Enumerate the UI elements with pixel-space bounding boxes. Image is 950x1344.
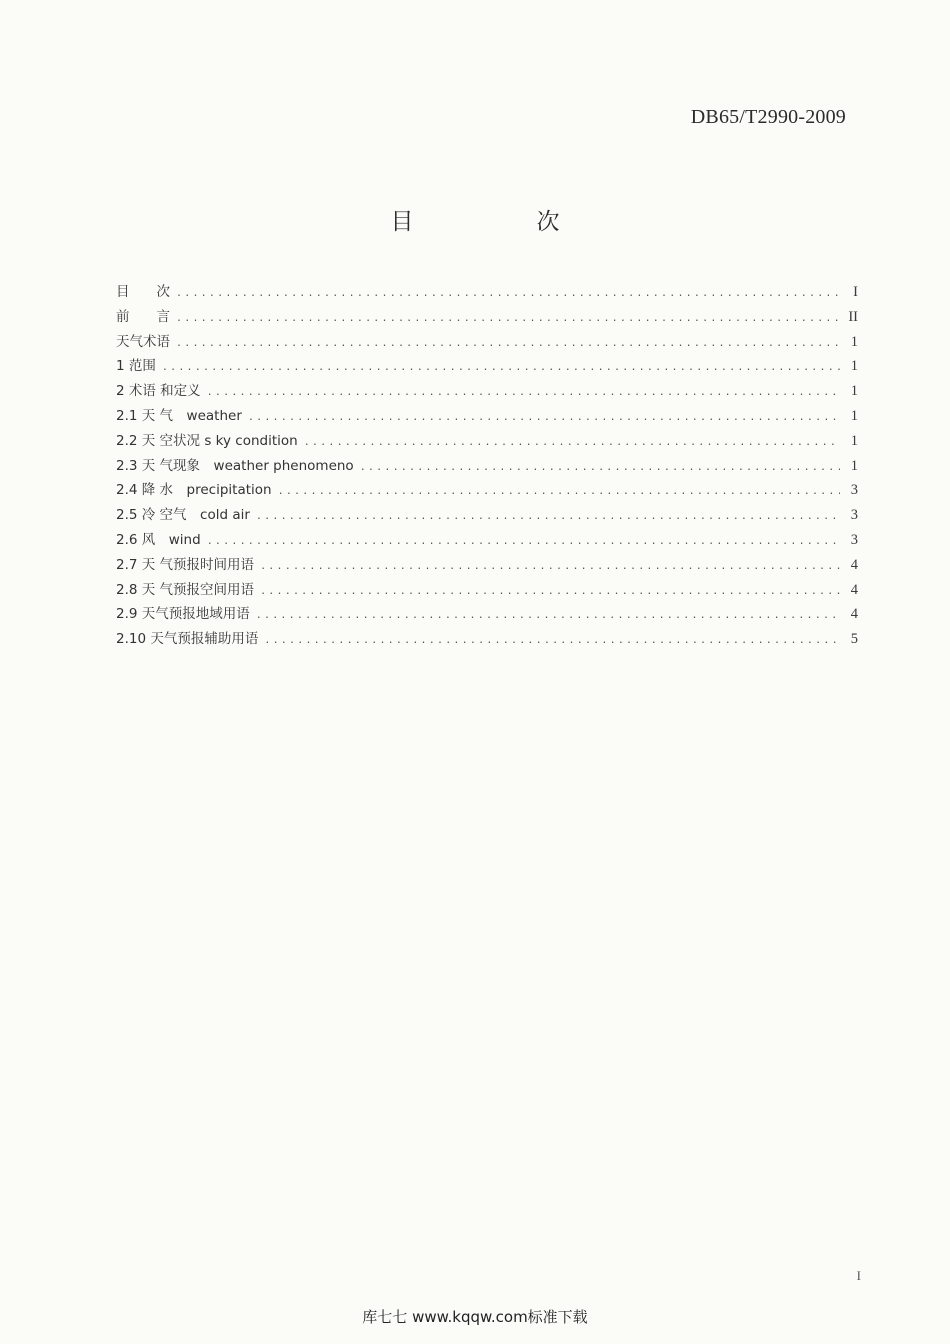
toc-entry-label: 2 术语 和定义 xyxy=(116,383,201,400)
toc-dot-leader xyxy=(207,532,840,552)
toc-entry-page: 5 xyxy=(850,631,858,648)
toc-entry-page: 3 xyxy=(850,531,858,548)
toc-entry-page: II xyxy=(848,308,858,325)
toc-dot-leader xyxy=(162,358,840,378)
toc-entry-wind[interactable] xyxy=(116,530,858,555)
toc-entry-precipitation[interactable] xyxy=(116,480,858,505)
toc-dot-leader xyxy=(176,309,840,329)
toc-dot-leader xyxy=(248,408,840,428)
toc-entry-forecast-region-terms[interactable] xyxy=(116,604,858,629)
toc-entry-weather-phenomeno[interactable] xyxy=(116,456,858,481)
footer-watermark: 库七七 www.kqqw.com标准下载 xyxy=(362,1308,588,1326)
toc-entry-forecast-auxiliary-terms[interactable] xyxy=(116,629,858,654)
toc-dot-leader xyxy=(304,433,840,453)
toc-entry-page: 4 xyxy=(850,606,858,623)
toc-entry-label: 天气术语 xyxy=(116,333,170,350)
toc-dot-leader xyxy=(260,557,840,577)
toc-entry-label: 1 范围 xyxy=(116,358,156,375)
toc-entry-page: 3 xyxy=(850,507,858,524)
toc-entry-label: 2.8 天 气预报空间用语 xyxy=(116,581,255,598)
toc-dot-leader xyxy=(264,631,840,651)
toc-dot-leader xyxy=(278,482,840,502)
toc-entry-label: 2.7 天 气预报时间用语 xyxy=(116,556,255,573)
toc-entry-forecast-time-terms[interactable] xyxy=(116,555,858,580)
toc-entry-page: 1 xyxy=(850,358,858,375)
document-code: DB65/T2990-2009 xyxy=(690,106,846,128)
toc-entry-page: I xyxy=(853,284,858,300)
toc-entry-label: 2.6 风 wind xyxy=(116,531,201,548)
toc-entry-page: 1 xyxy=(850,407,858,424)
toc-entry-label: 2.4 降 水 precipitation xyxy=(116,482,272,499)
toc-entry-page: 4 xyxy=(850,581,858,598)
toc-entry-label: 目 次 xyxy=(116,284,170,300)
toc-dot-leader xyxy=(256,507,840,527)
toc-entry-page: 1 xyxy=(850,333,858,350)
toc-entry-foreword[interactable] xyxy=(116,307,858,332)
table-of-contents xyxy=(116,282,858,654)
toc-entry-label: 2.5 冷 空气 cold air xyxy=(116,507,250,524)
toc-entry-page: 3 xyxy=(850,482,858,499)
toc-entry-page: 4 xyxy=(850,556,858,573)
page-number: I xyxy=(856,1268,861,1283)
toc-entry-scope[interactable] xyxy=(116,356,858,381)
toc-entry-page: 1 xyxy=(850,383,858,400)
toc-dot-leader xyxy=(360,458,840,478)
toc-entry-page: 1 xyxy=(850,432,858,449)
toc-entry-weather[interactable] xyxy=(116,406,858,431)
toc-entry-page: 1 xyxy=(850,457,858,474)
toc-entry-label: 2.9 天气预报地域用语 xyxy=(116,606,250,623)
toc-dot-leader xyxy=(176,284,840,304)
toc-entry-label: 2.10 天气预报辅助用语 xyxy=(116,631,259,648)
toc-dot-leader xyxy=(256,606,840,626)
toc-entry-label: 前 言 xyxy=(116,308,170,325)
toc-entry-sky-condition[interactable] xyxy=(116,431,858,456)
toc-dot-leader xyxy=(207,383,840,403)
toc-title: 目 次 xyxy=(390,209,610,235)
toc-dot-leader xyxy=(176,334,840,354)
toc-entry-contents[interactable] xyxy=(116,282,858,307)
toc-entry-forecast-space-terms[interactable] xyxy=(116,580,858,605)
toc-entry-weather-terms[interactable] xyxy=(116,332,858,357)
toc-entry-cold-air[interactable] xyxy=(116,505,858,530)
toc-entry-label: 2.2 天 空状况 s ky condition xyxy=(116,432,298,449)
toc-entry-label: 2.1 天 气 weather xyxy=(116,407,242,424)
toc-dot-leader xyxy=(260,582,840,602)
toc-entry-label: 2.3 天 气现象 weather phenomeno xyxy=(116,457,354,474)
toc-entry-terms-definitions[interactable] xyxy=(116,381,858,406)
